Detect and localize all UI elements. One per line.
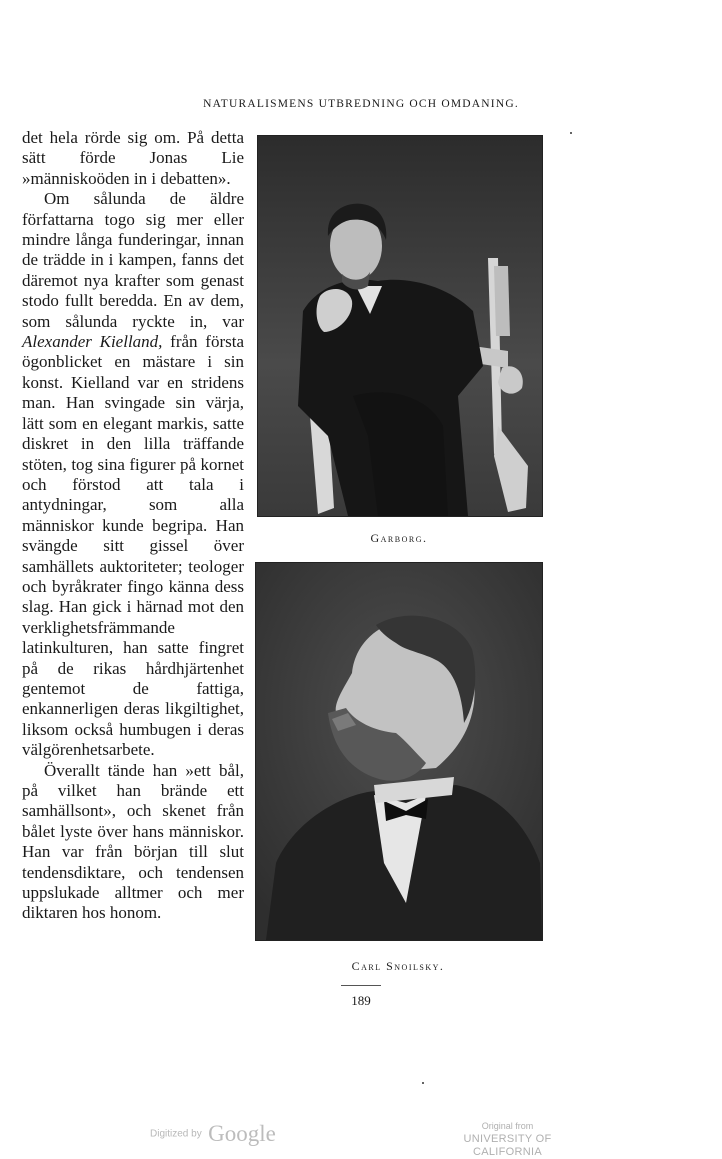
ink-speck [422,1082,424,1084]
original-source [436,1120,579,1159]
original-from-label: Original from [481,1121,534,1131]
paragraph-3: Överallt tände han »ett bål, på vilket han brände ett samhällsont», och skenet från bålet lyste över hans människor. Han var från början till slut tendensdiktare, och tendensen uppslukade alltmer och mer diktaren hos honom. [22,760,244,923]
portrait-snoilsky-illustration [256,563,542,940]
digitized-by-label: Digitized by [150,1128,202,1140]
author-name-kielland: Alexander Kielland, [22,332,163,352]
caption-garborg: Garborg. [370,531,428,545]
page-number: 189 [351,993,371,1008]
institution-name: UNIVERSITY OF CALIFORNIA [463,1133,552,1158]
ink-speck [570,132,572,134]
paragraph-2 [22,189,244,760]
page-footer [0,985,722,1009]
portrait-garborg-illustration [258,136,542,516]
running-head: NATURALISMENS UTBREDNING OCH OMDANING. [203,98,519,110]
portrait-photo-garborg [257,135,543,517]
body-text [22,128,244,924]
google-logo: Google [208,1121,276,1146]
portrait-photo-snoilsky [255,562,543,941]
digitized-by-google [150,1121,276,1147]
caption-snoilsky: Carl Snoilsky. [351,959,445,973]
paragraph-1: det hela rörde sig om. På detta sätt förde Jonas Lie »människoöden in i debatten». [22,128,244,188]
paragraph-2-text-start: Om sålunda de äldre författarna togo sig mer eller mindre långa funderingar, innan de trädde in i kampen, fanns det däremot nya krafter som genast stodo fullt beredda. En av dem, som sålunda ryckte in, var [22,189,244,331]
folio-rule [341,985,381,986]
paragraph-2-text-end: från första ögonblicket en mästare i sin konst. Kielland var en stridens man. Han svingade sin värja, lätt som en elegant markis, satte diskret in den lilla träffande stöten, tog sina figurer på kornet och förstod att tala i antydningar, som alla människor kunde begripa. Han svängde sitt gissel över samhällets auktoriteter; teologer och byråkrater fingo känna dess slag. Han gick i härnad mot den verklighetsfrämmande latinkulturen, han satte fingret på de rikas hårdhjärtenhet gentemot de fattiga, enkannerligen deras likgiltighet, liksom också humbugen i deras välgörenhetsarbete. [22,332,244,760]
